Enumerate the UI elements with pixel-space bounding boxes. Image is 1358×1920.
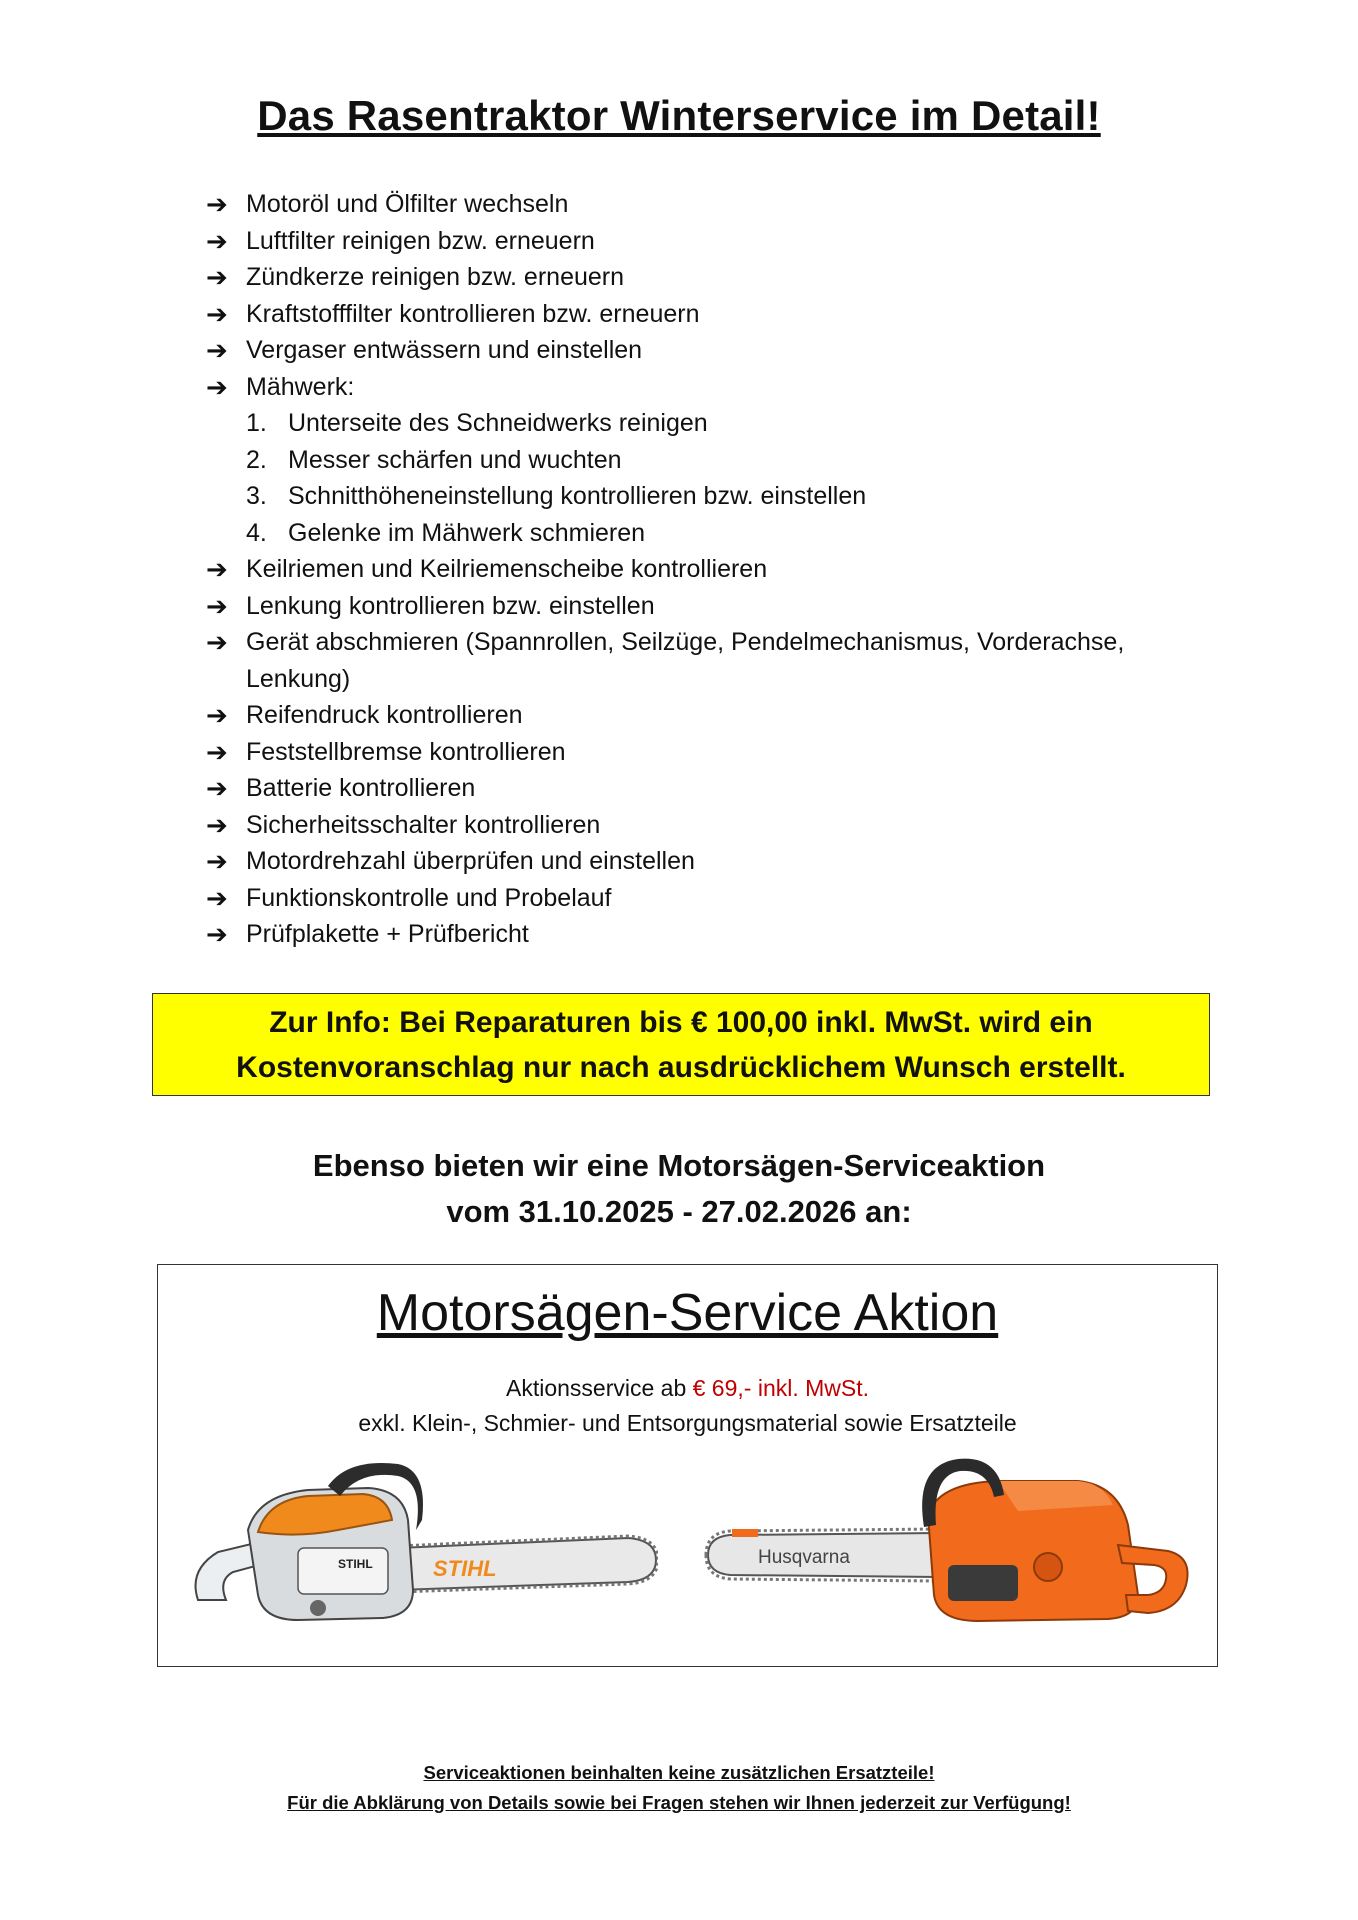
list-item: ➔ Prüfplakette + Prüfbericht [206,916,1206,953]
list-item: ➔ Funktionskontrolle und Probelauf [206,880,1206,917]
aktion-note: exkl. Klein-, Schmier- und Entsorgungsmaterial sowie Ersatzteile [358,1410,1017,1436]
list-item: ➔ Keilriemen und Keilriemenscheibe kontrollieren [206,551,1206,588]
list-item: ➔ Gerät abschmieren (Spannrollen, Seilzüge, Pendelmechanismus, Vorderachse, Lenkung) [206,624,1206,697]
arrow-right-icon: ➔ [206,335,228,365]
arrow-right-icon: ➔ [206,736,228,767]
aktion-price-line: Aktionsservice ab € 69,- inkl. MwSt. [505,1375,870,1401]
arrow-right-icon: ➔ [206,627,228,657]
saw-bar-brand: STIHL [433,1556,497,1581]
arrow-right-icon: ➔ [206,590,228,621]
list-item: ➔ Reifendruck kontrollieren [206,697,1206,734]
stihl-chainsaw-image [188,1460,658,1640]
husqvarna-chainsaw-image [698,1455,1198,1635]
arrow-right-icon: ➔ [206,809,228,840]
list-item: ➔ Luftfilter reinigen bzw. erneuern [206,223,1206,260]
arrow-right-icon: ➔ [206,773,228,803]
saw-brand: Husqvarna [758,1547,850,1568]
arrow-right-icon: ➔ [206,882,228,913]
list-item: ➔ Mähwerk: [206,369,1206,406]
list-item: ➔ Batterie kontrollieren [206,770,1206,807]
maehwerk-step: 1. Unterseite des Schneidwerks reinigen [246,409,708,437]
arrow-right-icon: ➔ [206,846,228,876]
list-item: ➔ Sicherheitsschalter kontrollieren [206,807,1206,844]
chainsaw-service-box [157,1264,1218,1667]
maehwerk-step: 2. Messer schärfen und wuchten [246,445,622,474]
list-item: ➔ Motoröl und Ölfilter wechseln [206,186,1206,223]
arrow-right-icon: ➔ [206,554,228,584]
info-box [152,993,1210,1096]
list-item: ➔ Feststellbremse kontrollieren [206,734,1206,771]
list-item: ➔ Motordrehzahl überprüfen und einstellen [206,843,1206,880]
page-title: Das Rasentraktor Winterservice im Detail! [257,92,1101,139]
list-item: ➔ Lenkung kontrollieren bzw. einstellen [206,588,1206,625]
service-checklist [206,186,1206,953]
arrow-right-icon: ➔ [206,262,228,292]
arrow-right-icon: ➔ [206,371,228,402]
saw-brand: STIHL [338,1557,373,1571]
footer-notes: Serviceaktionen beinhalten keine zusätzlichen Ersatzteile! Für die Abklärung von Details sowie bei Fragen stehen wir Ihnen jederzeit zur Verfügung! [287,1762,1071,1813]
maehwerk-step: 4. Gelenke im Mähwerk schmieren [246,518,646,547]
arrow-right-icon: ➔ [206,225,228,256]
info-line-1: Zur Info: Bei Reparaturen bis € 100,00 inkl. MwSt. wird ein [269,1005,1093,1039]
list-item: ➔ Zündkerze reinigen bzw. erneuern [206,259,1206,296]
promo-text: Ebenso bieten wir eine Motorsägen-Serviceaktion vom 31.10.2025 - 27.02.2026 an: [312,1148,1046,1229]
aktion-title: Motorsägen-Service Aktion [376,1284,999,1342]
arrow-right-icon: ➔ [206,919,228,949]
aktion-price: € 69,- inkl. MwSt. [692,1375,870,1401]
info-line-2: Kostenvoranschlag nur nach ausdrücklichem Wunsch erstellt. [236,1050,1126,1084]
arrow-right-icon: ➔ [206,298,228,329]
list-item: ➔ Vergaser entwässern und einstellen [206,332,1206,369]
list-item: ➔ Kraftstofffilter kontrollieren bzw. erneuern [206,296,1206,333]
arrow-right-icon: ➔ [206,189,228,219]
arrow-right-icon: ➔ [206,700,228,730]
maehwerk-step: 3. Schnitthöheneinstellung kontrollieren bzw. einstellen [246,482,867,510]
